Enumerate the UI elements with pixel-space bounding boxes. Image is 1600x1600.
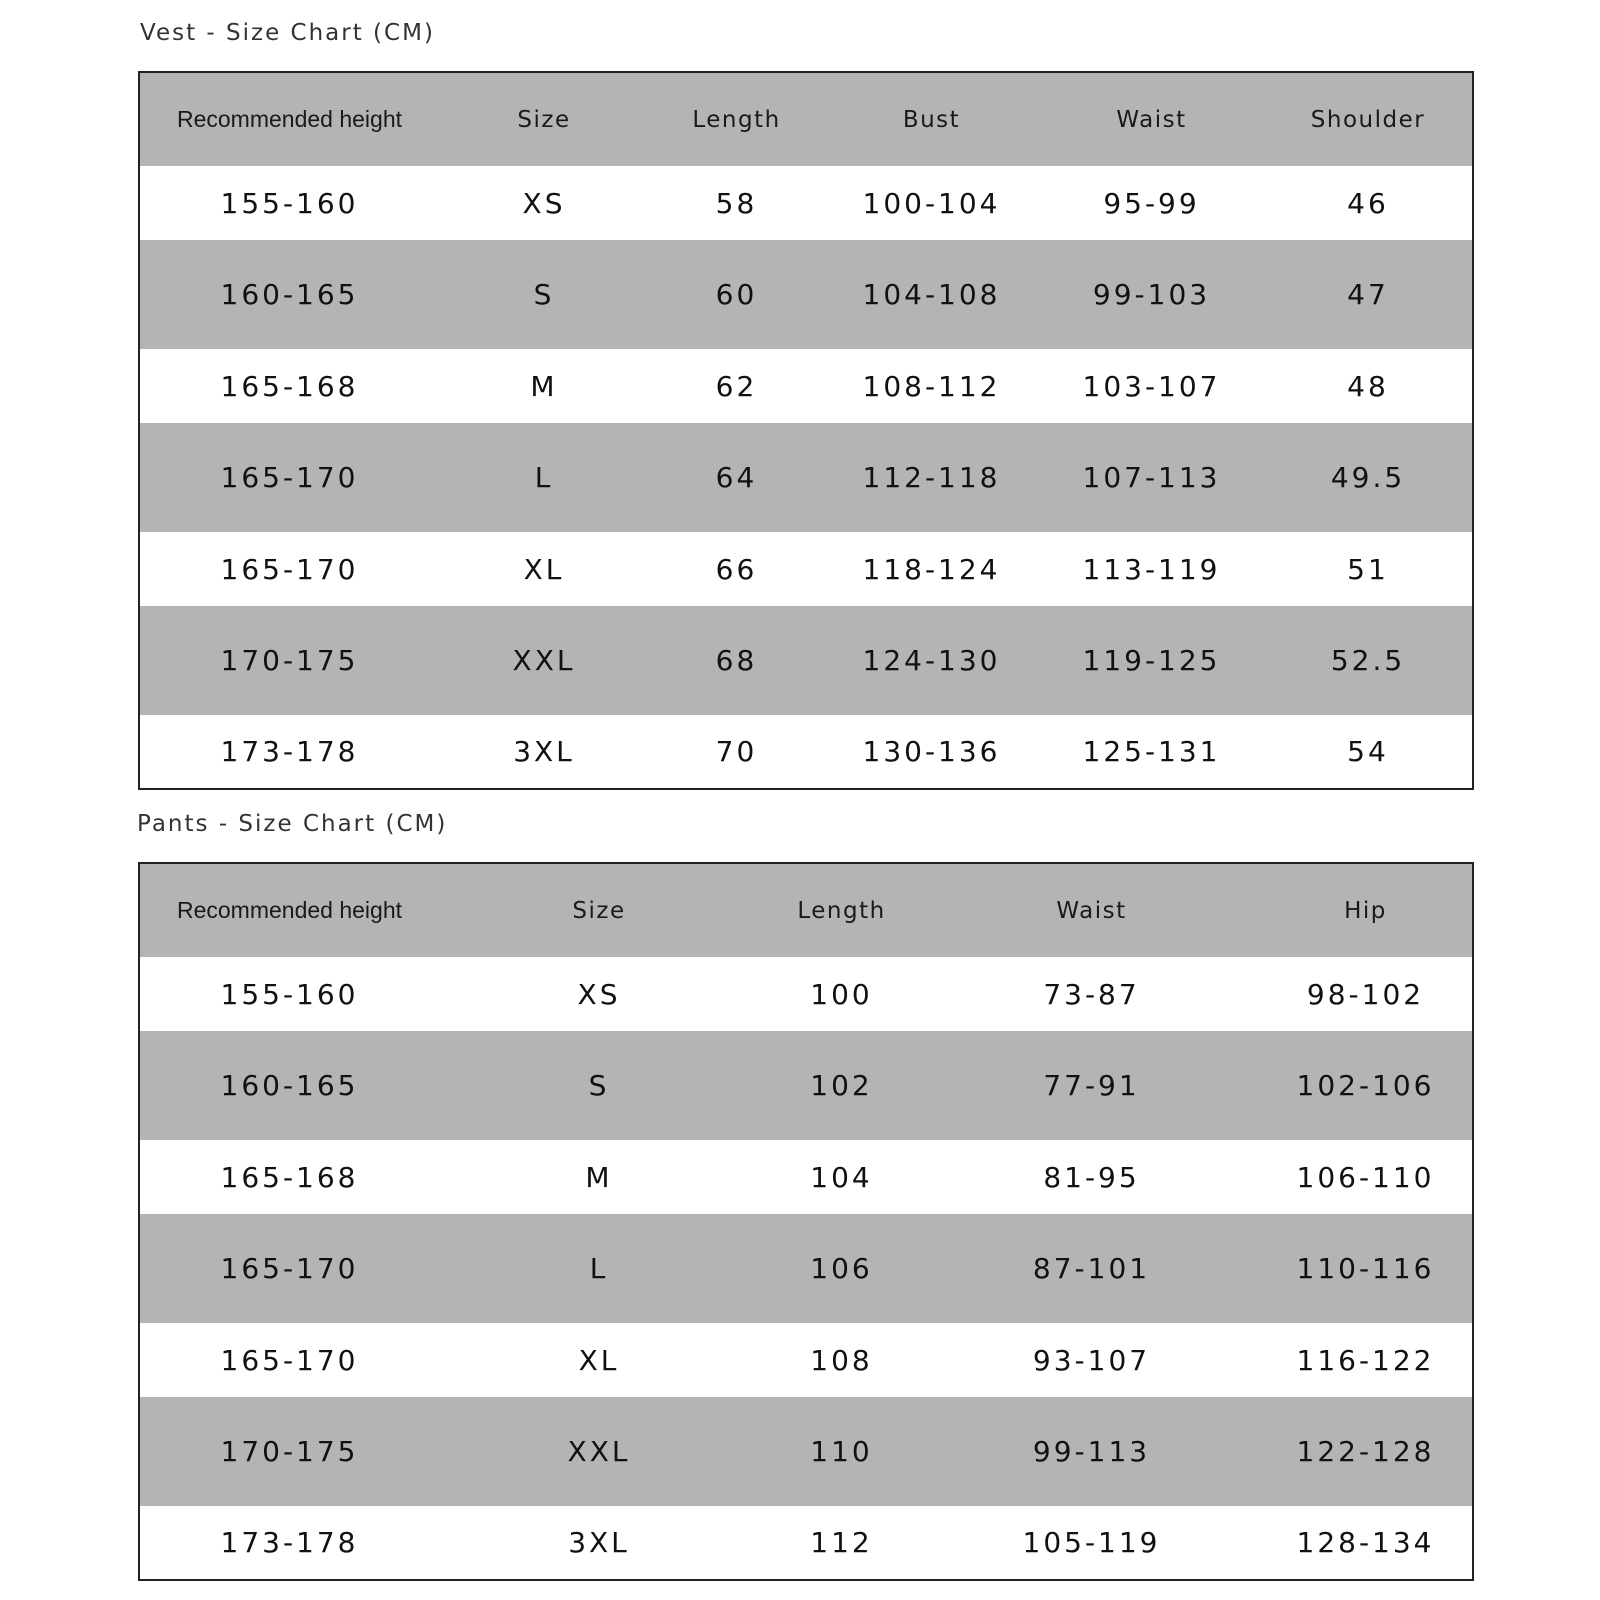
table-row	[139, 957, 1473, 1031]
cell-shoulder: 52.5	[1330, 644, 1406, 677]
cell-length: 112	[810, 1526, 873, 1559]
cell-height: 165-170	[220, 1343, 359, 1377]
table-row	[139, 240, 1473, 349]
cell-size: XXL	[567, 1435, 631, 1468]
cell-waist: 119-125	[1082, 644, 1221, 677]
cell-waist: 81-95	[1043, 1160, 1140, 1194]
table-row	[139, 349, 1473, 423]
cell-height: 155-160	[220, 186, 359, 220]
cell-height: 170-175	[220, 644, 359, 677]
vest-header-waist: Waist	[1116, 106, 1187, 133]
cell-hip: 98-102	[1306, 977, 1425, 1011]
cell-bust: 118-124	[862, 552, 1001, 586]
cell-size: XS	[522, 186, 566, 220]
cell-height: 173-178	[220, 1526, 359, 1559]
vest-size-table	[138, 71, 1474, 790]
cell-size: S	[533, 278, 555, 311]
table-row	[139, 532, 1473, 606]
cell-length: 110	[810, 1435, 873, 1468]
table-row	[139, 166, 1473, 240]
cell-hip: 122-128	[1296, 1435, 1435, 1468]
pants-header-waist: Waist	[1056, 897, 1127, 924]
table-row	[139, 1506, 1473, 1580]
cell-size: XL	[578, 1343, 620, 1377]
cell-waist: 105-119	[1022, 1526, 1161, 1559]
cell-size: XL	[523, 552, 565, 586]
pants-size-chart-title: Pants - Size Chart (CM)	[137, 811, 448, 837]
cell-waist: 93-107	[1032, 1343, 1151, 1377]
cell-height: 160-165	[220, 278, 359, 311]
pants-size-table	[138, 862, 1474, 1581]
cell-hip: 128-134	[1296, 1526, 1435, 1559]
cell-height: 165-168	[220, 369, 359, 403]
cell-waist: 87-101	[1032, 1252, 1151, 1285]
cell-waist: 77-91	[1043, 1069, 1140, 1102]
cell-length: 106	[810, 1252, 873, 1285]
cell-hip: 116-122	[1296, 1343, 1435, 1377]
cell-height: 160-165	[220, 1069, 359, 1102]
cell-waist: 113-119	[1082, 552, 1221, 586]
table-row	[139, 606, 1473, 715]
cell-bust: 104-108	[862, 278, 1001, 311]
cell-size: 3XL	[568, 1526, 630, 1559]
cell-bust: 108-112	[862, 369, 1001, 403]
cell-hip: 106-110	[1296, 1160, 1435, 1194]
cell-waist: 99-113	[1032, 1435, 1151, 1468]
table-row	[139, 1397, 1473, 1506]
cell-size: XS	[577, 977, 621, 1011]
cell-size: XXL	[512, 644, 576, 677]
cell-size: S	[588, 1069, 610, 1102]
cell-waist: 95-99	[1103, 186, 1200, 220]
cell-length: 66	[715, 552, 758, 586]
cell-length: 64	[715, 461, 758, 494]
cell-bust: 124-130	[862, 644, 1001, 677]
cell-shoulder: 47	[1347, 278, 1389, 311]
table-row	[139, 1031, 1473, 1140]
vest-header-size: Size	[517, 106, 571, 133]
cell-length: 104	[810, 1160, 873, 1194]
vest-header-row	[139, 72, 1473, 166]
cell-shoulder: 54	[1347, 735, 1389, 768]
cell-length: 68	[715, 644, 758, 677]
cell-hip: 102-106	[1296, 1069, 1435, 1102]
cell-height: 165-170	[220, 461, 359, 494]
pants-header-length: Length	[797, 897, 886, 924]
cell-height: 165-170	[220, 552, 359, 586]
cell-size: 3XL	[513, 735, 575, 768]
vest-header-length: Length	[692, 106, 781, 133]
cell-length: 58	[715, 186, 758, 220]
cell-waist: 125-131	[1082, 735, 1221, 768]
cell-size: M	[585, 1160, 613, 1194]
cell-height: 173-178	[220, 735, 359, 768]
vest-header-recommended-height: Recommended height	[176, 106, 403, 132]
vest-size-chart-title: Vest - Size Chart (CM)	[140, 20, 435, 46]
cell-shoulder: 46	[1347, 186, 1389, 220]
vest-header-shoulder: Shoulder	[1310, 106, 1426, 133]
table-row	[139, 423, 1473, 532]
cell-length: 102	[810, 1069, 873, 1102]
cell-waist: 73-87	[1043, 977, 1140, 1011]
cell-waist: 99-103	[1092, 278, 1211, 311]
cell-size: M	[530, 369, 558, 403]
pants-header-hip: Hip	[1344, 897, 1387, 924]
table-row	[139, 1140, 1473, 1214]
cell-height: 165-168	[220, 1160, 359, 1194]
cell-waist: 107-113	[1082, 461, 1221, 494]
cell-bust: 130-136	[862, 735, 1001, 768]
cell-length: 108	[810, 1343, 873, 1377]
cell-size: L	[589, 1252, 609, 1285]
vest-header-bust: Bust	[902, 106, 961, 133]
cell-bust: 112-118	[862, 461, 1001, 494]
cell-length: 60	[715, 278, 758, 311]
cell-hip: 110-116	[1296, 1252, 1435, 1285]
table-row	[139, 1323, 1473, 1397]
cell-length: 100	[810, 977, 873, 1011]
cell-length: 62	[715, 369, 758, 403]
table-row	[139, 715, 1473, 789]
cell-shoulder: 51	[1347, 552, 1389, 586]
cell-height: 170-175	[220, 1435, 359, 1468]
cell-length: 70	[715, 735, 758, 768]
cell-shoulder: 48	[1347, 369, 1389, 403]
cell-size: L	[534, 461, 554, 494]
cell-waist: 103-107	[1082, 369, 1221, 403]
pants-header-recommended-height: Recommended height	[176, 897, 403, 923]
pants-header-size: Size	[572, 897, 626, 924]
cell-height: 155-160	[220, 977, 359, 1011]
cell-bust: 100-104	[862, 186, 1001, 220]
cell-shoulder: 49.5	[1330, 461, 1406, 494]
cell-height: 165-170	[220, 1252, 359, 1285]
table-row	[139, 1214, 1473, 1323]
pants-header-row	[139, 863, 1473, 957]
